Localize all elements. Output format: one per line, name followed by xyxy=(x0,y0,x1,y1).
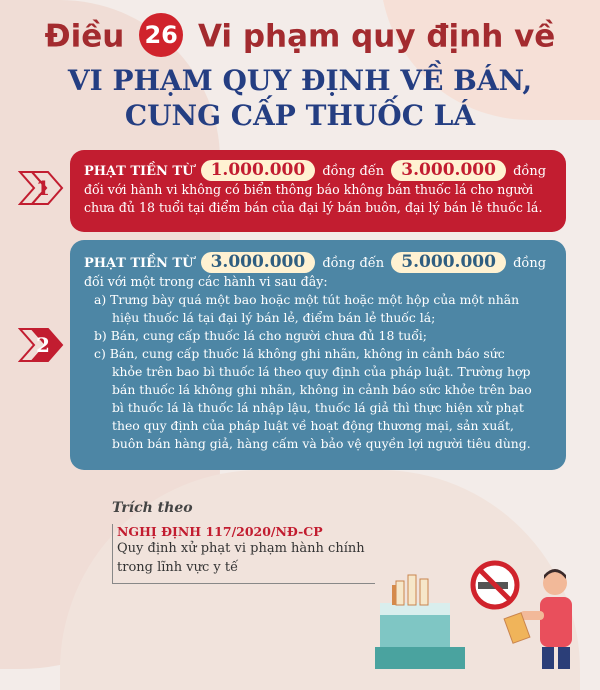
penalty-1-box xyxy=(70,150,566,232)
min-amount-badge: 1.000.000 xyxy=(201,160,316,181)
citation-heading: Trích theo xyxy=(112,500,193,516)
citation-box xyxy=(112,524,375,584)
penalty-2-item-a-2: hiệu thuốc lá tại đại lý bán lẻ, điểm bán lẻ thuốc lá; xyxy=(112,310,436,325)
penalty-2-item-c-5: theo quy định của pháp luật về hoạt động thương mại, sản xuất, xyxy=(112,418,514,433)
penalty-2-item-a-1: a) Trưng bày quá một bao hoặc một tút hoặc một hộp của một nhãn xyxy=(94,292,520,307)
citation-line-1: Quy định xử phạt vi phạm hành chính xyxy=(117,541,365,556)
penalty-2-item-c-2: khỏe trên bao bì thuốc lá theo quy định của pháp luật. Trường hợp xyxy=(112,364,531,379)
penalty-1-marker xyxy=(18,168,66,208)
citation-line-2: trong lĩnh vực y tế xyxy=(117,560,239,575)
penalty-1-desc-2: chưa đủ 18 tuổi tại điểm bán của đại lý bán buôn, đại lý bán lẻ thuốc lá. xyxy=(84,200,543,215)
penalty-2-number: 2 xyxy=(36,333,50,357)
fine-middle-text: đồng đến xyxy=(322,164,385,179)
decree-reference: NGHỊ ĐỊNH 117/2020/NĐ-CP xyxy=(117,524,323,539)
title-line-2: VI PHẠM QUY ĐỊNH VỀ BÁN, xyxy=(67,64,533,97)
no-smoking-illustration xyxy=(370,545,600,669)
penalty-2-item-c-1: c) Bán, cung cấp thuốc lá không ghi nhãn, không in cảnh báo sức xyxy=(94,346,505,361)
page-title xyxy=(0,16,600,132)
article-label: Điều xyxy=(44,18,125,55)
max-amount-badge: 5.000.000 xyxy=(391,252,506,273)
title-line-3: CUNG CẤP THUỐC LÁ xyxy=(124,99,476,132)
penalty-2-item-b-1: b) Bán, cung cấp thuốc lá cho người chưa đủ 18 tuổi; xyxy=(94,328,427,343)
max-amount-badge: 3.000.000 xyxy=(391,160,506,181)
title-line-1 xyxy=(0,16,600,60)
fine-label: PHẠT TIỀN TỪ xyxy=(84,164,194,179)
min-amount-badge: 3.000.000 xyxy=(201,252,316,273)
citation-block xyxy=(112,500,375,584)
currency-text: đồng xyxy=(513,164,547,179)
penalty-1-number: 1 xyxy=(36,176,50,200)
currency-text: đồng xyxy=(513,256,547,271)
fine-label: PHẠT TIỀN TỪ xyxy=(84,256,194,271)
title-text-1: Vi phạm quy định về xyxy=(197,18,556,55)
penalty-1-fine-line xyxy=(84,160,552,181)
article-number-badge: 26 xyxy=(139,13,183,57)
penalty-2-box xyxy=(70,240,566,470)
penalty-2-item-c-6: buôn bán hàng giả, hàng cấm và bảo vệ quyền lợi người tiêu dùng. xyxy=(112,436,531,451)
penalty-1-desc-1: đối với hành vi không có biển thông báo không bán thuốc lá cho người xyxy=(84,182,534,197)
penalty-2-fine-line xyxy=(84,252,552,273)
cigarette-pack-icon xyxy=(375,575,465,669)
fine-middle-text: đồng đến xyxy=(322,256,385,271)
penalty-2-item-c-4: bì thuốc lá là thuốc lá nhập lậu, thuốc lá giả thì thực hiện xử phạt xyxy=(112,400,524,415)
no-smoking-icon xyxy=(473,563,517,607)
penalty-2-intro: đối với một trong các hành vi sau đây: xyxy=(84,274,328,289)
penalty-2-marker xyxy=(18,325,66,365)
penalty-2-item-c-3: bán thuốc lá không ghi nhãn, không in cảnh báo sức khỏe trên bao xyxy=(112,382,532,397)
